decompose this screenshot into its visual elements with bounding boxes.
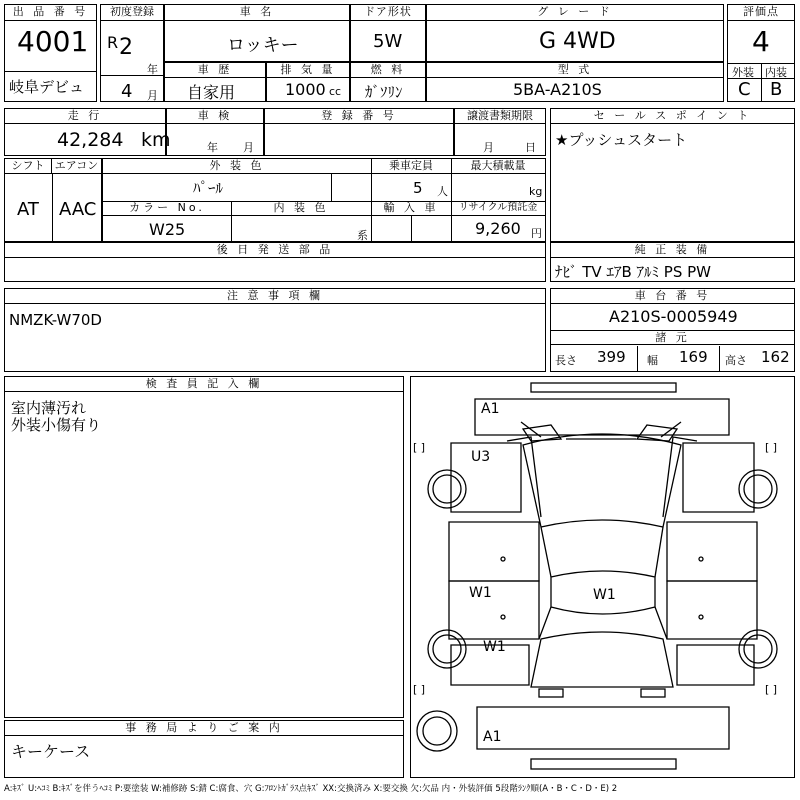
sales-point-box	[550, 108, 795, 242]
office-text: キーケース	[11, 742, 91, 761]
inspector-label: 検 査 員 記 入 欄	[5, 377, 403, 392]
history: 自家用	[187, 83, 236, 102]
inspector-note-1: 室内薄汚れ	[11, 399, 87, 417]
shift-ac-box	[4, 158, 102, 242]
car-name: ロッキー	[227, 35, 299, 56]
mark-a1-front: A1	[481, 401, 500, 417]
grade: G 4WD	[539, 29, 616, 54]
car-diagram	[411, 377, 794, 777]
chassis-number: A210S-0005949	[609, 307, 738, 326]
displacement-label: 排 気 量	[267, 63, 349, 78]
car-name-label: 車 名	[165, 5, 349, 21]
interior-color-unit: 系	[357, 229, 368, 242]
bracket-left-bottom: [ ]	[413, 683, 426, 696]
model-box	[426, 62, 724, 102]
score: 4	[752, 25, 770, 58]
later-parts-box	[4, 242, 546, 282]
interior-color-label: 内 装 色	[231, 201, 371, 216]
score-box	[727, 4, 795, 102]
office-box	[4, 720, 404, 778]
fuel-box	[350, 62, 426, 102]
registration-number-label: 登 録 番 号	[265, 109, 453, 124]
era: R	[107, 33, 119, 52]
reg-year: 2	[119, 35, 133, 60]
year-unit: 年	[147, 63, 158, 76]
model-code: 5BA-A210S	[513, 80, 602, 99]
notes-box	[4, 288, 546, 372]
mark-w1-left-rear: W1	[483, 639, 506, 655]
registration-number-box	[264, 108, 454, 156]
bracket-right-bottom: [ ]	[765, 683, 778, 696]
ac-label: エアコン	[52, 159, 101, 174]
exterior-color: ﾊﾟｰﾙ	[193, 179, 224, 197]
first-registration-label: 初度登録	[101, 5, 163, 21]
door-box	[350, 4, 426, 62]
legend: A:ｷｽﾞ U:ﾍｺﾐ B:ｷｽﾞを伴うﾍｺﾐ P:要塗装 W:補修跡 S:錆 C:腐食、穴 G:ﾌﾛﾝﾄｶﾞﾗｽ点ｷｽﾞ XX:交換済み X:要交換 欠:欠品 内・外装評価 5段階ﾗﾝｸ順(A・B・C・D・E) 2	[4, 784, 618, 794]
history-box	[164, 62, 266, 102]
fuel: ｶﾞｿﾘﾝ	[365, 83, 403, 101]
exterior-grade-label: 外装	[732, 66, 754, 79]
mark-u3: U3	[471, 449, 491, 465]
mileage: 42,284	[57, 129, 124, 151]
score-label: 評価点	[728, 5, 794, 21]
displacement-box	[266, 62, 350, 102]
transfer-month-unit: 月	[483, 141, 494, 154]
mark-a1-rear: A1	[483, 729, 502, 745]
recycle-fee: 9,260	[475, 219, 521, 238]
recycle-unit: 円	[531, 227, 542, 240]
length-label: 長さ	[555, 354, 577, 367]
shift-type: AT	[17, 199, 39, 220]
mark-w1-center: W1	[593, 587, 616, 603]
fuel-label: 燃 料	[351, 63, 425, 78]
color-number-label: カラー No.	[103, 201, 231, 216]
auction-venue: 岐阜デビュ	[9, 78, 85, 96]
chassis-label: 車 台 番 号	[551, 289, 794, 304]
height-label: 高さ	[725, 354, 747, 367]
first-registration-box	[100, 4, 164, 102]
office-label: 事 務 局 よ り ご 案 内	[5, 721, 403, 736]
sales-point-label: セ ー ル ス ポ イ ン ト	[551, 109, 794, 124]
interior-grade-label: 内装	[765, 66, 787, 79]
capacity-label: 乗車定員	[371, 159, 451, 174]
ac-type: AAC	[59, 199, 97, 220]
mileage-unit: km	[141, 129, 171, 151]
import-label: 輸 入 車	[371, 201, 451, 216]
dimensions-label: 諸 元	[551, 330, 794, 345]
bracket-right-top: [ ]	[765, 441, 778, 454]
mileage-label: 走 行	[5, 109, 165, 124]
reg-month: 4	[121, 81, 133, 102]
exterior-color-label: 外 装 色	[103, 159, 371, 174]
notes-text: NMZK-W70D	[9, 311, 102, 329]
notes-label: 注 意 事 項 欄	[5, 289, 545, 304]
capacity: 5	[413, 179, 423, 197]
color-number: W25	[149, 220, 186, 239]
exterior-grade: C	[738, 79, 751, 100]
lot-number-box	[4, 4, 97, 102]
lot-number-label: 出 品 番 号	[5, 5, 96, 21]
inspection-label: 車 検	[167, 109, 263, 124]
sales-point: ★プッシュスタート	[555, 131, 688, 149]
displacement: 1000	[285, 80, 326, 99]
month-unit: 月	[147, 89, 158, 102]
equipment: ﾅﾋﾞ TV ｴｱB ｱﾙﾐ PS PW	[555, 263, 711, 281]
inspection-month-unit: 月	[243, 141, 254, 154]
transfer-day-unit: 日	[525, 141, 536, 154]
displacement-unit: cc	[329, 85, 342, 98]
width-label: 幅	[647, 354, 658, 367]
door-type: 5W	[373, 31, 403, 52]
transfer-deadline-box	[454, 108, 546, 156]
equipment-box	[550, 242, 795, 282]
width: 169	[679, 348, 708, 366]
car-name-box	[164, 4, 350, 62]
lot-number: 4001	[17, 25, 89, 58]
transfer-deadline-label: 譲渡書類期限	[455, 109, 545, 124]
max-load-label: 最大積載量	[451, 159, 545, 174]
interior-grade: B	[770, 79, 783, 100]
inspector-note-2: 外装小傷有り	[11, 416, 102, 434]
length: 399	[597, 348, 626, 366]
chassis-box	[550, 288, 795, 372]
colors-box	[102, 158, 546, 242]
damage-diagram-box	[410, 376, 795, 778]
history-label: 車 歴	[165, 63, 265, 78]
mileage-box	[4, 108, 171, 156]
inspection-box	[166, 108, 264, 156]
door-label: ドア形状	[351, 5, 425, 21]
bracket-left-top: [ ]	[413, 441, 426, 454]
grade-label: グ レ ー ド	[427, 5, 723, 21]
later-parts-label: 後 日 発 送 部 品	[5, 243, 545, 258]
shift-label: シフト	[5, 159, 52, 174]
inspector-box	[4, 376, 404, 718]
capacity-unit: 人	[437, 185, 448, 198]
recycle-label: リサイクル預託金	[451, 201, 545, 216]
grade-box	[426, 4, 724, 62]
height: 162	[761, 348, 790, 366]
max-load-unit: kg	[529, 185, 543, 198]
mark-w1-left-door: W1	[469, 585, 492, 601]
model-label: 型 式	[427, 63, 723, 78]
inspection-year-unit: 年	[207, 141, 218, 154]
equipment-label: 純 正 装 備	[551, 243, 794, 258]
